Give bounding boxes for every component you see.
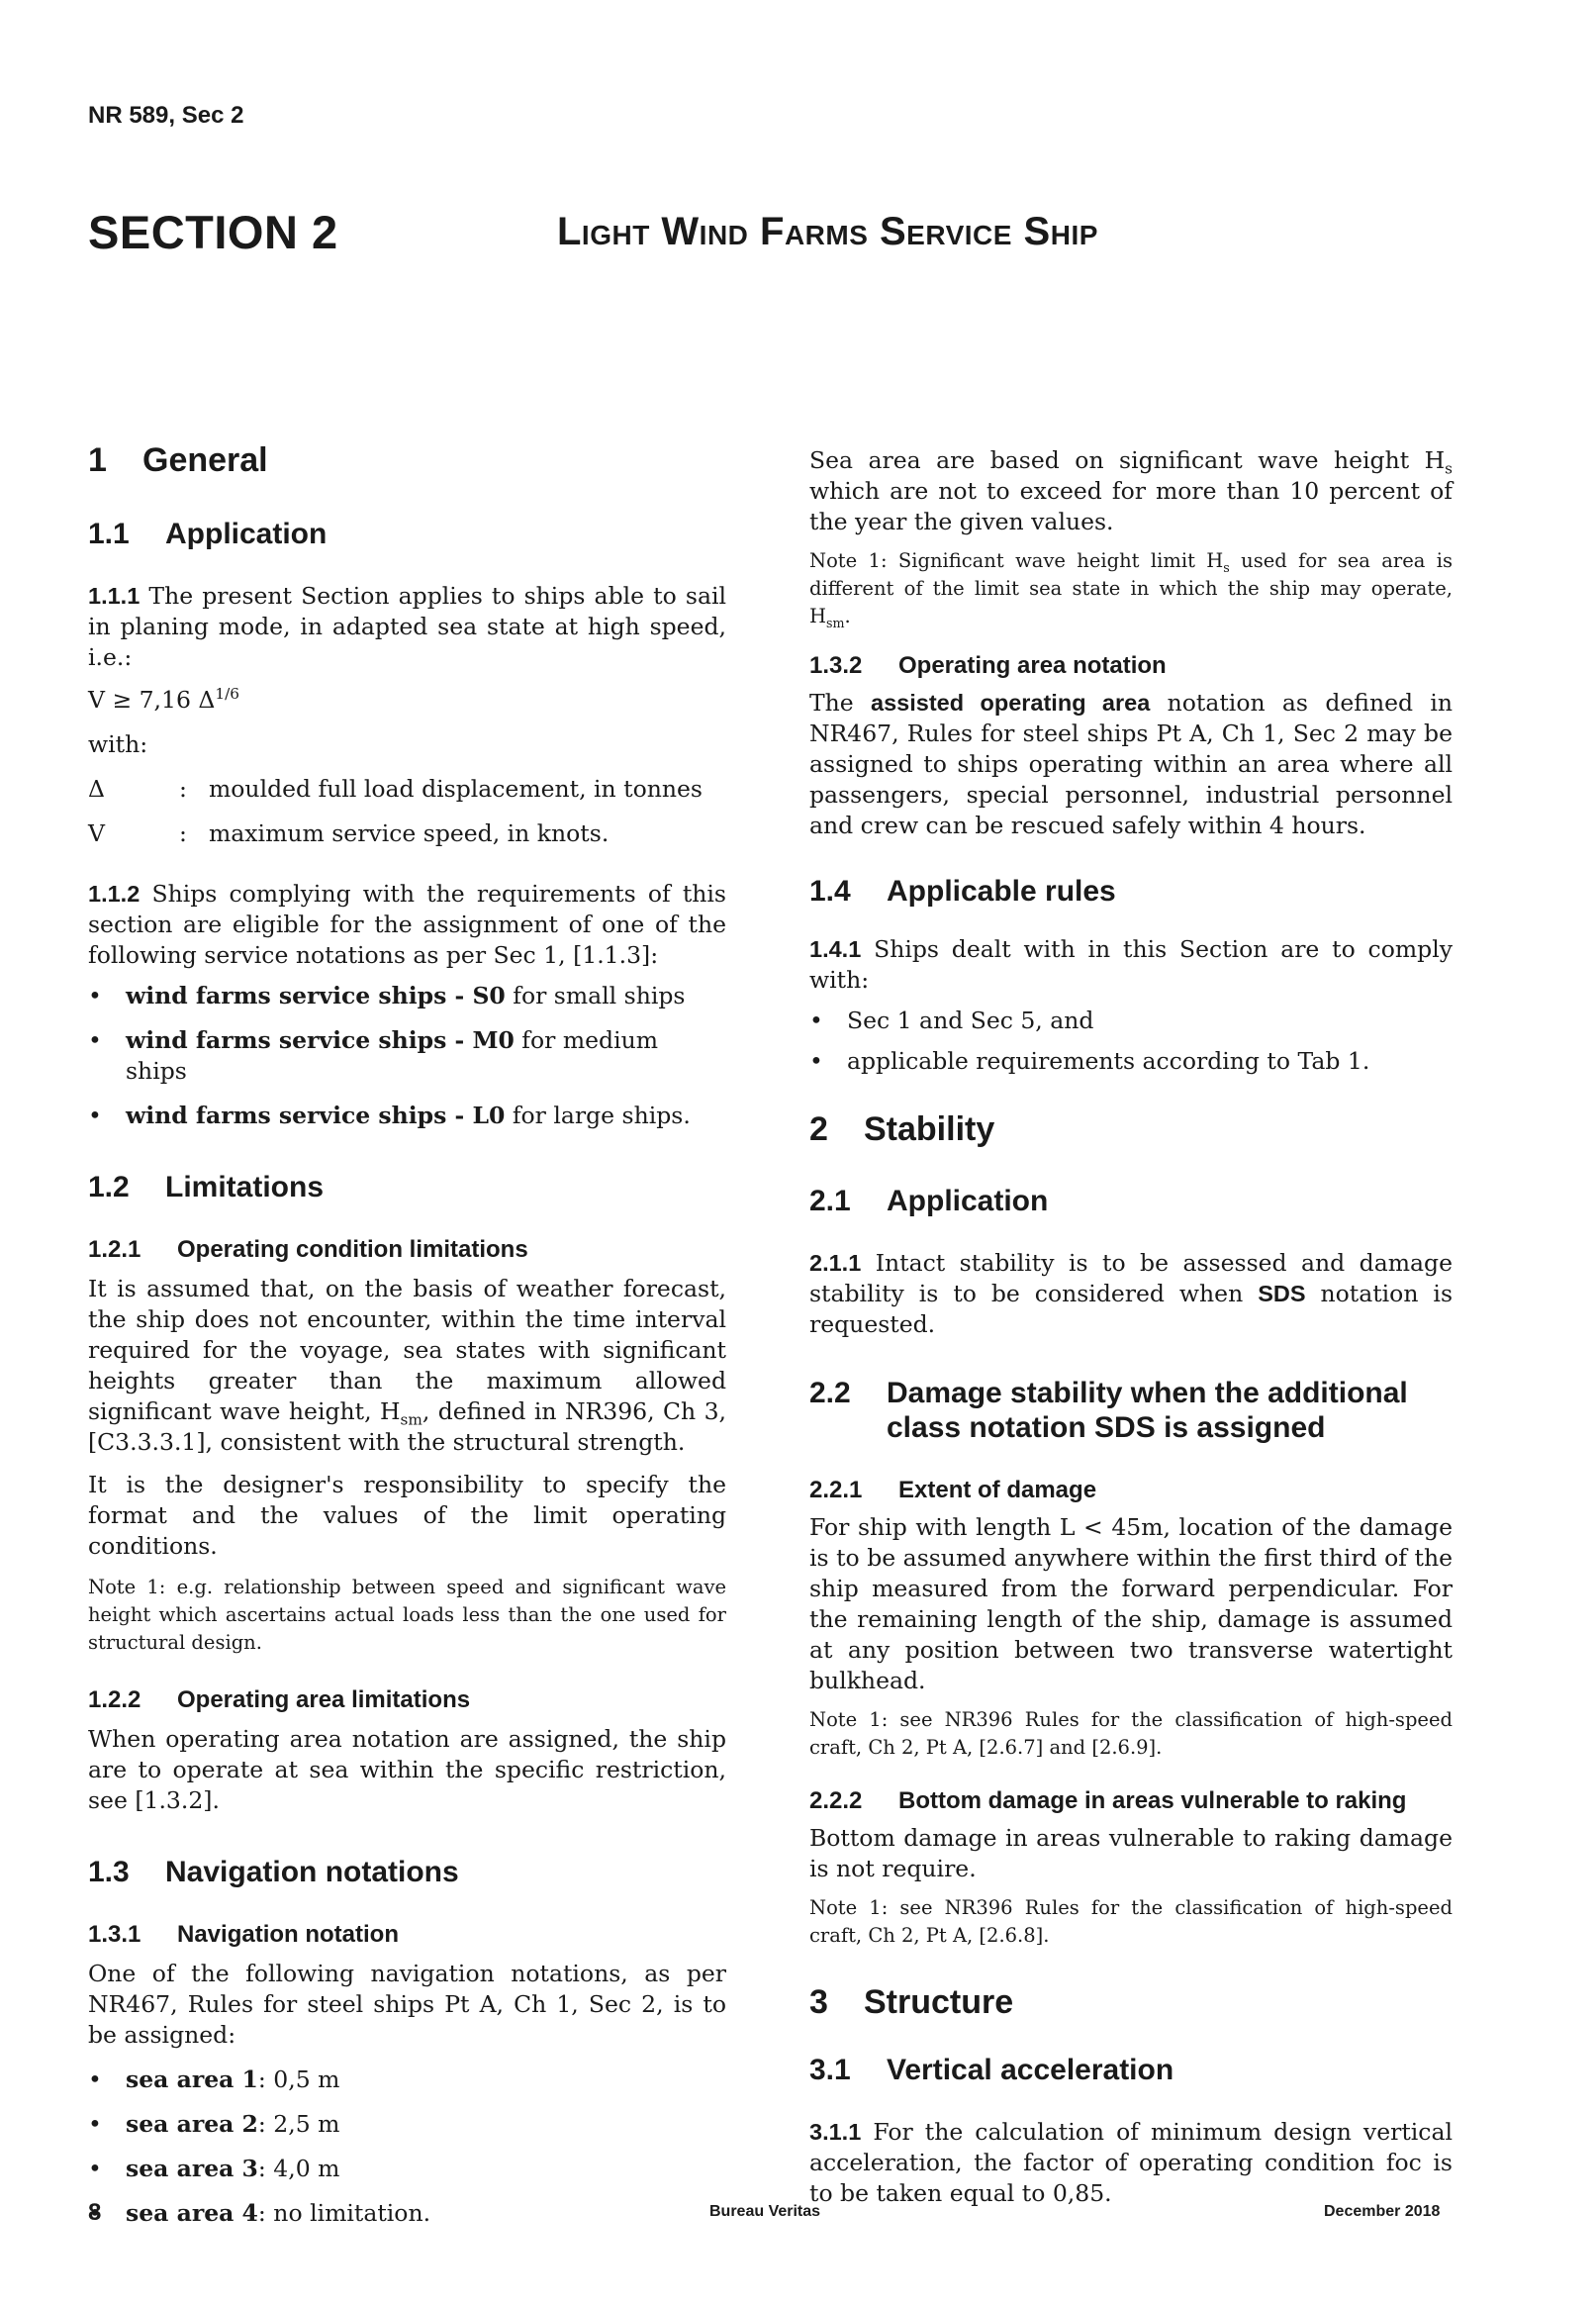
heading-2-1-application: 2.1 Application: [809, 1185, 1049, 1217]
paragraph-1-2-1-a: It is assumed that, on the basis of weather forecast, the ship does not encounter, within the time interval required for the voyage, sea states with significant heights greater than the maximum allowed significant wave height, $H_{sm}$, defined in NR396, Ch 3, [C3.3.3.1], consistent with the structural strength.: [88, 1275, 726, 1456]
heading-2-stability: 2 Stability: [809, 1110, 995, 1148]
left-column: [88, 441, 726, 2229]
applicable-rules-list: [809, 1006, 1453, 1077]
paragraph-1-4-1: 1.4.1 Ships dealt with in this Section are to comply with:: [809, 935, 1453, 994]
heading-3-1-vertical-acceleration: 3.1 Vertical acceleration: [809, 2054, 1174, 2086]
page-number: 8: [88, 2199, 102, 2226]
heading-2-2-2: 2.2.2 Bottom damage in areas vulnerable to raking: [809, 1787, 1407, 1814]
list-item: • sea area 3: 4,0 m: [88, 2154, 726, 2184]
list-item: • Sec 1 and Sec 5, and: [809, 1006, 1453, 1036]
heading-2-2-1: 2.2.1 Extent of damage: [809, 1477, 1097, 1503]
heading-1-general: 1 General: [88, 441, 268, 479]
section-title: Light Wind Farms Service Ship: [557, 210, 1098, 253]
heading-1-1-application: 1.1 Application: [88, 518, 328, 550]
list-item: • wind farms service ships - S0 for small ships: [88, 981, 726, 1011]
paragraph-1-1-1: 1.1.1 The present Section applies to ships able to sail in planing mode, in adapted sea state at high speed, i.e.:: [88, 582, 726, 671]
paragraph-1-2-2: When operating area notation are assigned, the ship are to operate at sea within the specific restriction, see [1.3.2].: [88, 1725, 726, 1814]
paragraph-2-2-2: Bottom damage in areas vulnerable to raking damage is not require.: [809, 1824, 1453, 1882]
list-item: • sea area 1: 0,5 m: [88, 2065, 726, 2095]
service-notation-list: [88, 981, 726, 1131]
publication-date: December 2018: [1324, 2203, 1441, 2220]
sea-area-list: [88, 2065, 726, 2229]
list-item: • wind farms service ships - L0 for large ships.: [88, 1101, 726, 1131]
list-item: • sea area 2: 2,5 m: [88, 2109, 726, 2140]
list-item: • applicable requirements according to Tab 1.: [809, 1046, 1453, 1077]
paragraph-1-3-2: The assisted operating area notation as defined in NR467, Rules for steel ships Pt A, Ch 1, Sec 2 may be assigned to ships operating within an area where all passengers, special personnel, industrial personnel and crew can be rescued safely within 4 hours.: [809, 689, 1454, 839]
running-head: NR 589, Sec 2: [88, 102, 244, 129]
definition-delta: Δ : moulded full load displacement, in tonnes: [88, 775, 703, 803]
heading-1-2-1: 1.2.1 Operating condition limitations: [88, 1236, 528, 1263]
paragraph-2-1-1: 2.1.1 Intact stability is to be assessed and damage stability is to be considered when SDS notation is requested.: [809, 1249, 1453, 1338]
heading-1-3-navigation: 1.3 Navigation notations: [88, 1856, 459, 1888]
list-item: • sea area 4: no limitation.: [88, 2198, 726, 2229]
list-item: • wind farms service ships - M0 for medium ships: [88, 1025, 726, 1087]
paragraph-sea-area: Sea area are based on significant wave height $H_s$ which are not to exceed for more than 10 percent of the year the given values.: [809, 446, 1453, 535]
paragraph-1-2-1-b: It is the designer's responsibility to specify the format and the values of the limit operating conditions.: [88, 1471, 726, 1560]
with-label: with:: [88, 730, 148, 758]
heading-2-2-damage-stability: 2.2 Damage stability when the additional class notation SDS is assigned: [809, 1377, 1408, 1444]
paragraph-1-3-1: One of the following navigation notations, as per NR467, Rules for steel ships Pt A, Ch 1, Sec 2, is to be assigned:: [88, 1960, 726, 2049]
note-2-2-1: Note 1: see NR396 Rules for the classification of high-speed craft, Ch 2, Pt A, [2.6.7] and [2.6.9].: [809, 1708, 1453, 1759]
heading-3-structure: 3 Structure: [809, 1983, 1014, 2021]
heading-1-2-2: 1.2.2 Operating area limitations: [88, 1686, 471, 1713]
paragraph-2-2-1: For ship with length L < 45m, location of the damage is to be assumed anywhere within the first third of the ship measured from the forward perpendicular. For the remaining length of the ship, damage is assumed at any position between two transverse watertight bulkhead.: [809, 1513, 1453, 1694]
note-1-2-1: Note 1: e.g. relationship between speed and significant wave height which ascertains actual loads less than the one used for structural design.: [88, 1576, 726, 1654]
publisher: Bureau Veritas: [709, 2203, 821, 2220]
right-column: [809, 441, 1453, 2209]
heading-1-4-applicable-rules: 1.4 Applicable rules: [809, 875, 1116, 908]
paragraph-3-1-1: 3.1.1 For the calculation of minimum design vertical acceleration, the factor of operating condition foc is to be taken equal to 0,85.: [809, 2118, 1453, 2207]
heading-1-3-1: 1.3.1 Navigation notation: [88, 1921, 399, 1948]
heading-1-3-2: 1.3.2 Operating area notation: [809, 652, 1167, 679]
note-2-2-2: Note 1: see NR396 Rules for the classification of high-speed craft, Ch 2, Pt A, [2.6.8].: [809, 1896, 1453, 1947]
section-number: SECTION 2: [88, 206, 338, 258]
heading-1-2-limitations: 1.2 Limitations: [88, 1171, 325, 1203]
definition-v: V : maximum service speed, in knots.: [88, 819, 610, 847]
speed-formula: V ≥ 7,16 $\Delta^{1/6}$: [88, 685, 239, 714]
paragraph-1-1-2: 1.1.2 Ships complying with the requirements of this section are eligible for the assignment of one of the following service notations as per Sec 1, [1.1.3]:: [88, 880, 726, 969]
note-sea-area: Note 1: Significant wave height limit $H_s$ used for sea area is different of the limit sea state in which the ship may operate, $H_{sm}$.: [809, 549, 1454, 630]
